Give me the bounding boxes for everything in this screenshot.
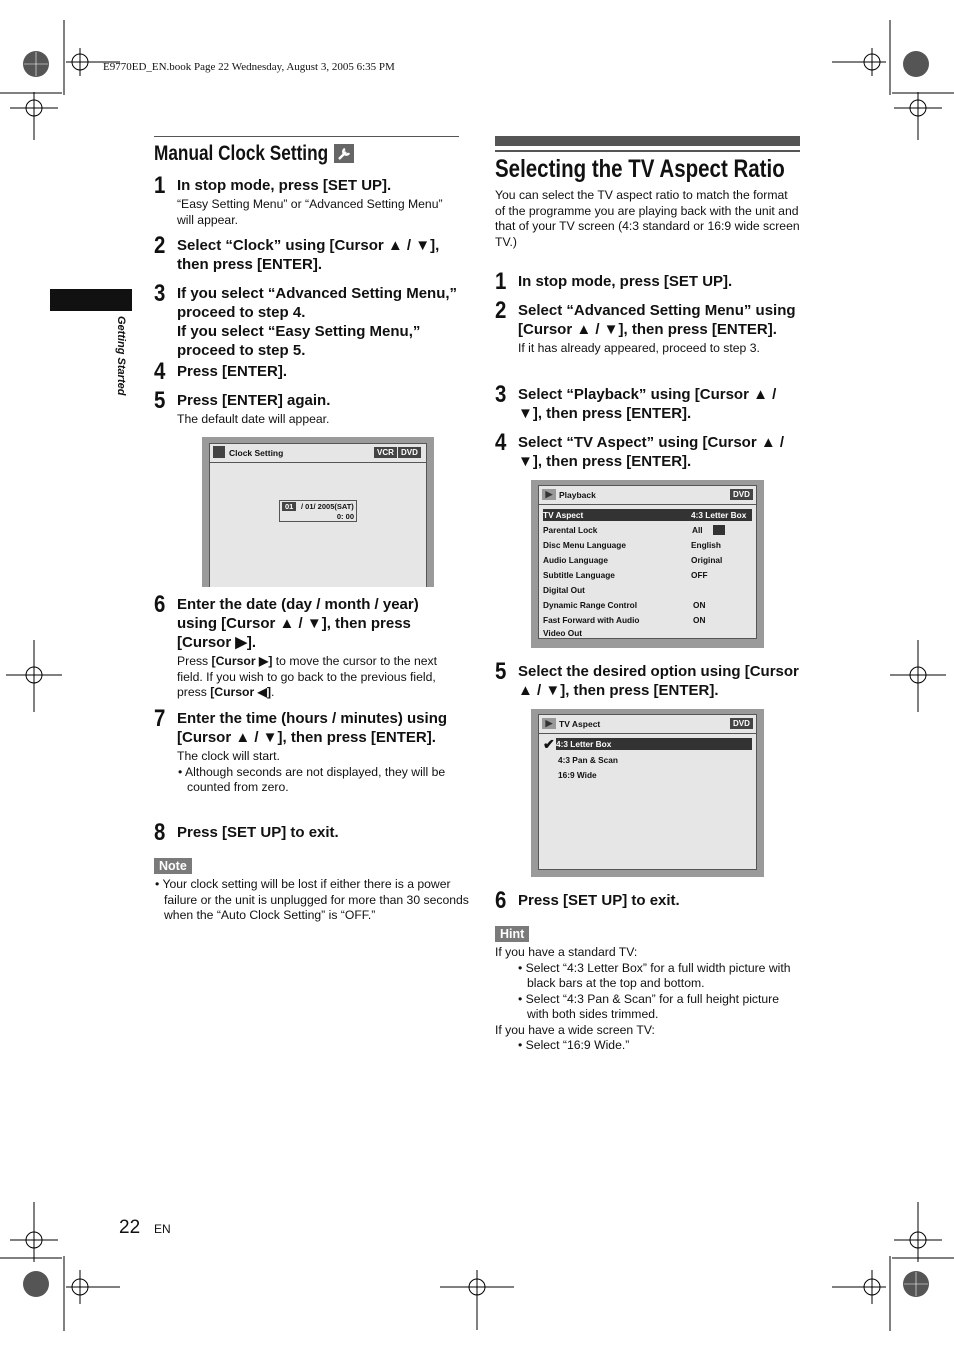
playback-row: Audio Language Original bbox=[543, 555, 723, 565]
playback-screen-title: Playback bbox=[559, 490, 596, 500]
aspect-step-2: 2 Select “Advanced Setting Menu” using [Cursor ▲ / ▼], then press [ENTER]. If it has already appeared, proceed to step 3. bbox=[495, 297, 796, 355]
playback-dvd-tag: DVD bbox=[730, 489, 753, 500]
playback-row: Dynamic Range Control ON bbox=[543, 600, 706, 610]
dvd-tag: DVD bbox=[398, 447, 421, 458]
clock-screen-icon bbox=[213, 446, 225, 458]
clock-step-4: 4 Press [ENTER]. bbox=[154, 358, 288, 385]
clock-step-8: 8 Press [SET UP] to exit. bbox=[154, 819, 339, 846]
clock-step-1: 1 In stop mode, press [SET UP]. “Easy Setting Menu” or “Advanced Setting Menu” will appear. bbox=[154, 172, 443, 227]
playback-row: TV Aspect 4:3 Letter Box bbox=[543, 509, 752, 521]
note-text: • Your clock setting will be lost if either there is a power failure or the unit is unplugged for more than 30 seconds when the “Auto Clock Setting” is “OFF.” bbox=[155, 877, 469, 922]
right-bar bbox=[495, 136, 800, 146]
right-title: Selecting the TV Aspect Ratio bbox=[495, 155, 785, 183]
aspect-option: 4:3 Pan & Scan bbox=[558, 755, 618, 765]
wrench-icon bbox=[334, 144, 354, 163]
clock-setting-screen bbox=[202, 437, 434, 587]
play-icon: ▶ bbox=[542, 718, 556, 729]
date-rest-value: / 01/ 2005(SAT) bbox=[301, 502, 354, 511]
left-rule bbox=[154, 136, 459, 137]
left-title: Manual Clock Setting bbox=[154, 142, 329, 165]
checkmark-icon: ✔ bbox=[543, 736, 555, 752]
playback-row: Video Out bbox=[543, 628, 583, 638]
tv-aspect-screen bbox=[531, 709, 764, 877]
playback-row: Parental Lock All bbox=[543, 524, 752, 536]
clock-step-5: 5 Press [ENTER] again. The default date will appear. bbox=[154, 387, 331, 426]
play-icon: ▶ bbox=[542, 489, 556, 500]
playback-screen bbox=[531, 480, 764, 648]
clock-step-6: 6 Enter the date (day / month / year) using [Cursor ▲ / ▼], then press [Cursor ▶]. Press [Cursor ▶] to move the cursor to the next field. If you wish to go back to the previous field, press [Cursor ◀]. bbox=[154, 591, 438, 699]
print-header: E9770ED_EN.book Page 22 Wednesday, August 3, 2005 6:35 PM bbox=[103, 61, 395, 73]
day-value: 01 bbox=[282, 502, 296, 511]
clock-step-7: 7 Enter the time (hours / minutes) using [Cursor ▲ / ▼], then press [ENTER]. The clock will start. • Although seconds are not displayed, they will be counted from zero. bbox=[154, 705, 448, 794]
aspect-step-1: 1 In stop mode, press [SET UP]. bbox=[495, 268, 733, 295]
section-tab bbox=[50, 289, 132, 311]
aspect-intro: You can select the TV aspect ratio to match the format of the programme you are playing back with the unit and that of your TV screen (4:3 standard or 16:9 wide screen TV.) bbox=[495, 188, 800, 249]
lock-icon bbox=[713, 525, 725, 535]
clock-step-2: 2 Select “Clock” using [Cursor ▲ / ▼], then press [ENTER]. bbox=[154, 232, 440, 273]
section-tab-label: Getting Started bbox=[115, 316, 127, 396]
clock-screen-title: Clock Setting bbox=[229, 448, 284, 458]
language-code: EN bbox=[154, 1222, 171, 1236]
clock-step-3: 3 If you select “Advanced Setting Menu,” proceed to step 4. If you select “Easy Setting Menu,” proceed to step 5. bbox=[154, 280, 458, 359]
tv-aspect-screen-title: TV Aspect bbox=[559, 719, 601, 729]
playback-row: Digital Out bbox=[543, 585, 585, 595]
playback-row: Fast Forward with Audio ON bbox=[543, 615, 706, 625]
aspect-step-4: 4 Select “TV Aspect” using [Cursor ▲ / ▼], then press [ENTER]. bbox=[495, 429, 785, 470]
hint-label: Hint bbox=[495, 926, 529, 942]
aspect-step-6: 6 Press [SET UP] to exit. bbox=[495, 887, 680, 914]
time-value: 0: 00 bbox=[336, 512, 354, 521]
aspect-step-5: 5 Select the desired option using [Cursor ▲ / ▼], then press [ENTER]. bbox=[495, 658, 799, 699]
aspect-option: 4:3 Letter Box bbox=[556, 738, 752, 750]
playback-row: Disc Menu Language English bbox=[543, 540, 721, 550]
date-field bbox=[279, 500, 357, 522]
playback-row: Subtitle Language OFF bbox=[543, 570, 708, 580]
aspect-step-3: 3 Select “Playback” using [Cursor ▲ / ▼], then press [ENTER]. bbox=[495, 381, 777, 422]
aspect-option: 16:9 Wide bbox=[558, 770, 597, 780]
note-label: Note bbox=[154, 858, 192, 874]
page-number: 22 bbox=[119, 1217, 141, 1238]
vcr-tag: VCR bbox=[374, 447, 397, 458]
tv-aspect-dvd-tag: DVD bbox=[730, 718, 753, 729]
right-rule bbox=[495, 150, 800, 152]
hint-text: If you have a standard TV: • Select “4:3 Letter Box” for a full width picture with black bars at the top and bottom. • Select “4:3 Pan & Scan” for a full height picture with both sides trimmed. If you have a wide screen TV: • Select “16:9 Wide.” bbox=[495, 945, 791, 1052]
